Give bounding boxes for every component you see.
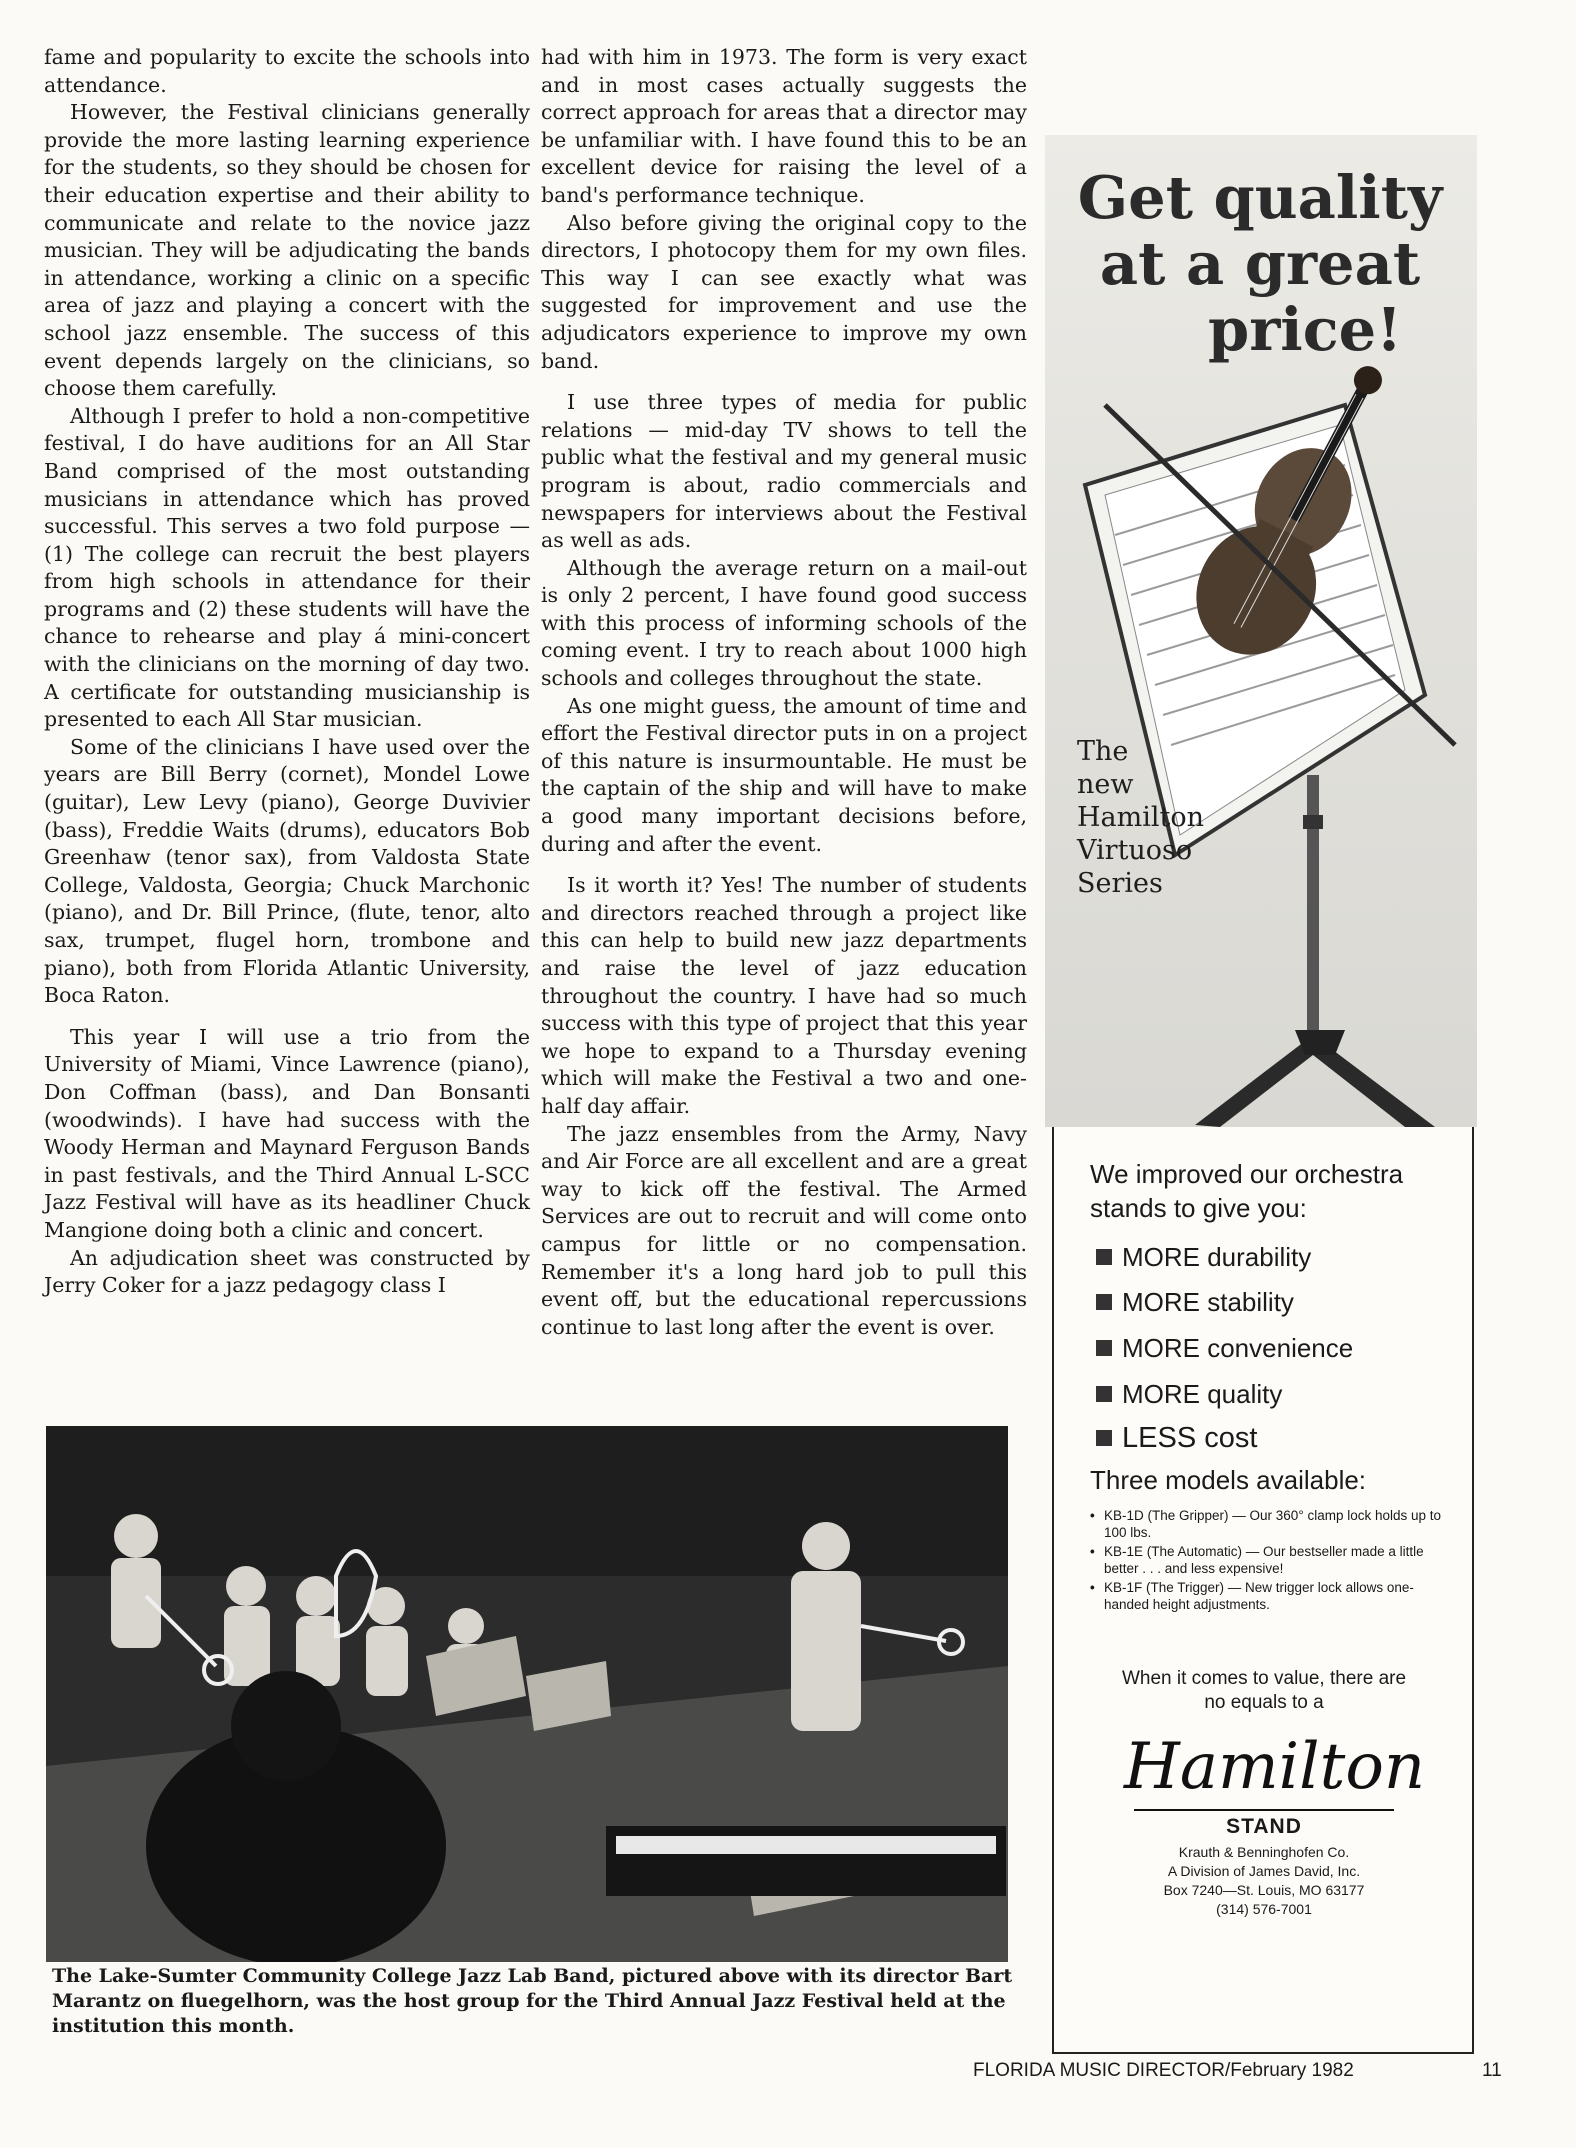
logo-stand-word: STAND [1226, 1815, 1302, 1838]
model-item: • KB-1D (The Gripper) — Our 360° clamp lock holds up to 100 lbs. [1088, 1507, 1448, 1541]
models-list [1088, 1507, 1448, 1615]
hamilton-logo: Hamilton [1124, 1730, 1426, 1804]
logo-underline [1134, 1809, 1394, 1811]
jazz-band-photo [46, 1426, 1008, 1962]
series-line: Virtuoso [1077, 835, 1193, 866]
ad-headline [1055, 165, 1465, 363]
ad-text-box [1052, 1127, 1474, 2054]
headline-line: Get quality [1077, 163, 1443, 232]
footer-publication: FLORIDA MUSIC DIRECTOR/February 1982 [973, 2060, 1354, 2081]
band-photo-illustration [46, 1426, 1008, 1962]
series-line: Series [1077, 868, 1163, 899]
square-bullet-icon [1096, 1430, 1112, 1446]
series-line: The [1077, 736, 1129, 767]
square-bullet-icon [1096, 1249, 1112, 1265]
benefit-item: MORE convenience [1096, 1333, 1353, 1363]
model-item: • KB-1E (The Automatic) — Our bestseller made a little better . . . and less expensive! [1088, 1543, 1448, 1577]
square-bullet-icon [1096, 1294, 1112, 1310]
address-line: A Division of James David, Inc. [1167, 1863, 1361, 1879]
photo-caption: The Lake-Sumter Community College Jazz Lab Band, pictured above with its director Bart Marantz on fluegelhorn, was the host group for the Third Annual Jazz Festival held at the institution this month. [52, 1965, 1013, 2037]
address-line: Krauth & Benninghofen Co. [1178, 1844, 1350, 1860]
ad-photo-violin-on-stand [1045, 135, 1477, 1127]
article-column-1 [44, 44, 530, 1300]
series-line: new [1077, 769, 1134, 800]
benefit-item: MORE durability [1096, 1242, 1311, 1272]
benefit-item: MORE quality [1096, 1379, 1282, 1409]
square-bullet-icon [1096, 1340, 1112, 1356]
paragraph: Is it worth it? Yes! The number of students and directors reached through a project like this can help to build new jazz departments and raise the level of jazz education throughout the country. I have had so much success with this type of project that this year we hope to expand to a Thursday evening which will make the Festival a two and one-half day affair. [541, 873, 1027, 1118]
paragraph: I use three types of media for public relations — mid-day TV shows to tell the public what the festival and my general music program is about, radio commercials and newspapers for interviews about the Festival as well as ads. [541, 390, 1027, 553]
ad-intro: We improved our orchestra stands to give you: [1090, 1159, 1404, 1223]
address-line: Box 7240—St. Louis, MO 63177 [1163, 1882, 1365, 1898]
series-line: Hamilton [1077, 802, 1205, 833]
paragraph: An adjudication sheet was constructed by Jerry Coker for a jazz pedagogy class I [44, 1245, 530, 1298]
paragraph: Although I prefer to hold a non-competitive festival, I do have auditions for an All Star Band comprised of the most outstanding musicians in attendance which has proved successful. This serves a two fold purpose — (1) The college can recruit the best players from high schools in attendance for their programs and (2) these students will have the chance to rehearse and play á mini-concert with the clinicians on the morning of day two. A certificate for outstanding musicianship is presented to each All Star musician. [44, 403, 530, 732]
square-bullet-icon [1096, 1386, 1112, 1402]
paragraph: As one might guess, the amount of time and effort the Festival director puts in on a project of this nature is insurmountable. He must be the captain of the ship and will have to make a good many important decisions before, during and after the event. [541, 693, 1027, 856]
value-line: When it comes to value, there are no equals to a [1121, 1668, 1407, 1713]
paragraph: fame and popularity to excite the schools into attendance. [44, 45, 530, 97]
article-column-2 [541, 44, 1027, 1341]
paragraph: However, the Festival clinicians generally provide the more lasting learning experience for the students, so they should be chosen for their education expertise and their ability to communicate and relate to the novice jazz musician. They will be adjudicating the bands in attendance, working a clinic on a specific area of jazz and playing a concert with the school jazz ensemble. The success of this event depends largely on the clinicians, so choose them carefully. [44, 100, 530, 401]
company-address [1114, 1843, 1414, 1919]
paragraph: The jazz ensembles from the Army, Navy and Air Force are all excellent and are a great way to kick off the festival. The Armed Services are out to recruit and will come onto campus for little or no compensation. Remember it's a long hard job to pull this event off, but the educational repercussions continue to last long after the event is over. [541, 1121, 1027, 1339]
benefit-item: MORE stability [1096, 1287, 1294, 1317]
benefit-item: LESS cost [1096, 1423, 1257, 1453]
paragraph: had with him in 1973. The form is very exact and in most cases actually suggests the correct approach for areas that a director may be unfamiliar with. I have found this to be an excellent device for raising the level of a band's performance technique. [541, 45, 1027, 207]
paragraph: Also before giving the original copy to the directors, I photocopy them for my own files. This way I can see exactly what was suggested for improvement and use the adjudicators experience to improve my own band. [541, 210, 1027, 373]
model-item: • KB-1F (The Trigger) — New trigger lock allows one-handed height adjustments. [1088, 1579, 1448, 1613]
address-line: (314) 576-7001 [1216, 1901, 1312, 1917]
hamilton-stand-advertisement [1045, 135, 1477, 2061]
ad-series-label [1077, 735, 1247, 900]
paragraph: Although the average return on a mail-out is only 2 percent, I have found good success with this process of informing schools of the coming event. I try to reach about 1000 high schools and colleges throughout the state. [541, 555, 1027, 691]
headline-line: at a great [1099, 229, 1421, 298]
page-number: 11 [1482, 2060, 1502, 2081]
paragraph: Some of the clinicians I have used over the years are Bill Berry (cornet), Mondel Lowe (guitar), Lew Levy (piano), George Duvivier (bass), Freddie Waits (drums), educators Bob Greenhaw (tenor sax), from Valdosta State College, Valdosta, Georgia; Chuck Marchonic (piano), and Dr. Bill Prince, (flute, tenor, alto sax, trumpet, flugel horn, trombone and piano), both from Florida Atlantic University, Boca Raton. [44, 734, 530, 1008]
paragraph: This year I will use a trio from the University of Miami, Vince Lawrence (piano), Don Coffman (bass), and Dan Bonsanti (woodwinds). I have had success with the Woody Herman and Maynard Ferguson Bands in past festivals, and the Third Annual L-SCC Jazz Festival will have as its headliner Chuck Mangione doing both a clinic and concert. [44, 1024, 530, 1242]
models-heading: Three models available: [1090, 1465, 1367, 1495]
headline-line: price! [1207, 295, 1403, 364]
